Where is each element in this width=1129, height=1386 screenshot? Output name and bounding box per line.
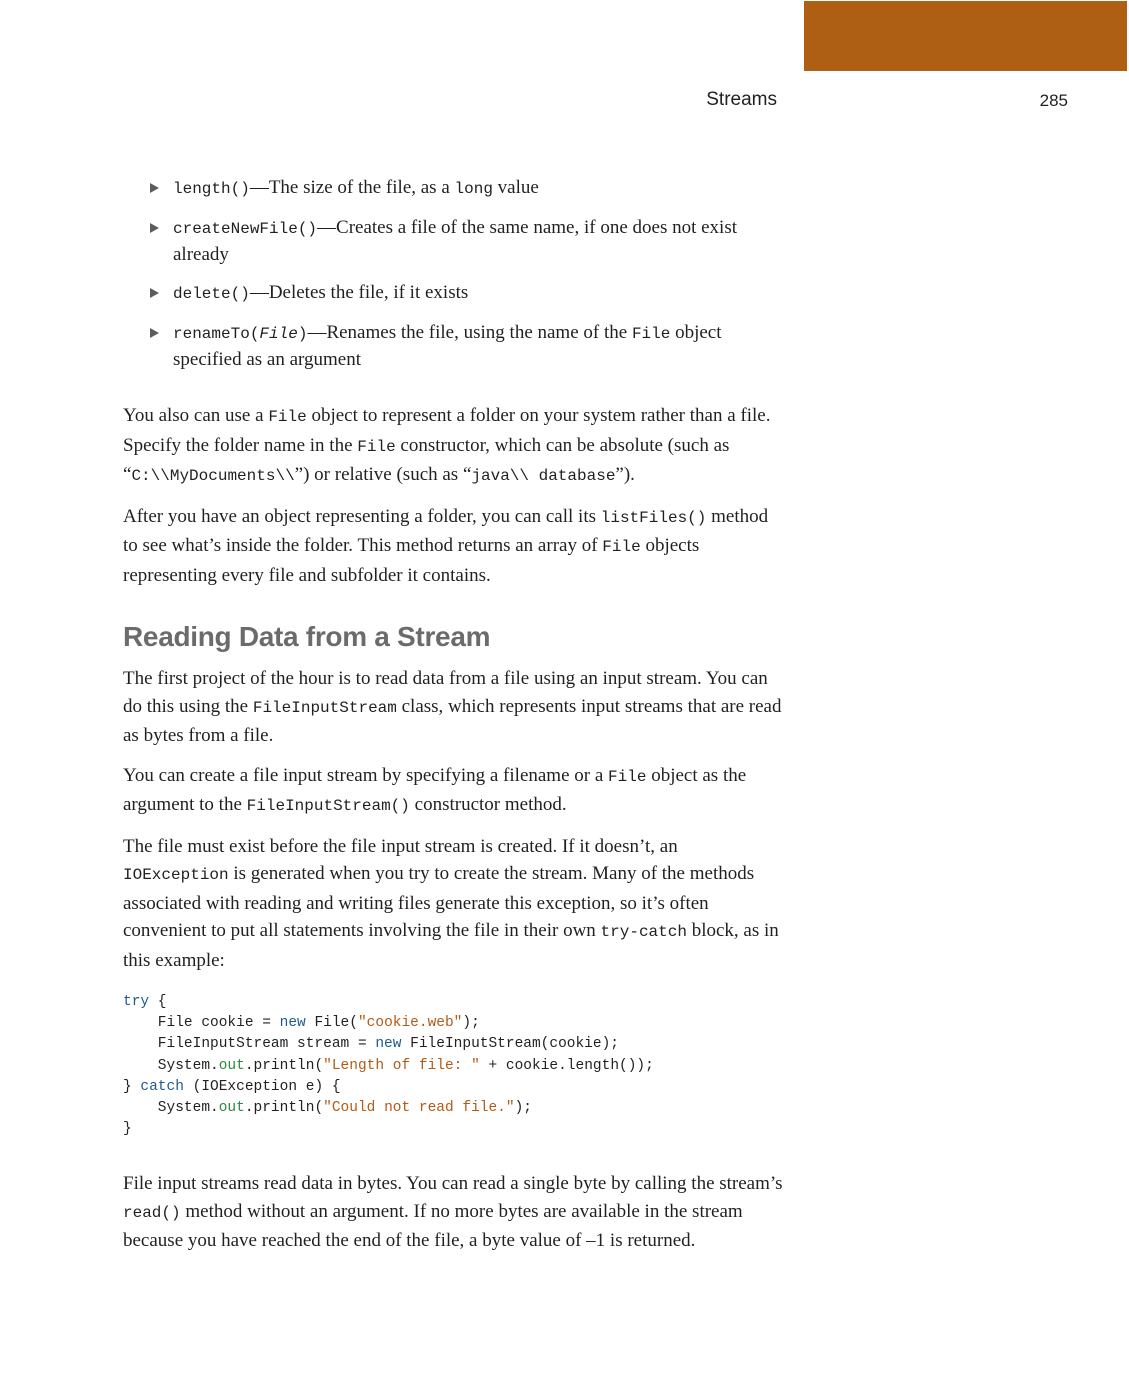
bullet-triangle-icon: [150, 328, 159, 338]
method-name: length(): [173, 180, 250, 198]
bullet-triangle-icon: [150, 183, 159, 193]
chapter-tab: [804, 1, 1127, 71]
paragraph-create-stream: You can create a file input stream by specifying a filename or a File object as the argument to the FileInputStream() constructor method.: [123, 764, 747, 815]
list-item: renameTo(File)—Renames the file, using the name of the File object specified as an argument: [123, 320, 783, 372]
page-body: [123, 175, 783, 1267]
section-heading: Reading Data from a Stream: [123, 621, 491, 652]
method-name: renameTo(: [173, 325, 260, 343]
paragraph-exception: The file must exist before the file input stream is created. If it doesn’t, an IOException is generated when you try to create the stream. Many of the methods associated with reading and writing files generate this exception, so it’s often convenient to put all statements involving the file in their own try-catch block, as in this example:: [123, 835, 779, 971]
paragraph-listfiles: After you have an object representing a folder, you can call its listFiles() method to see what’s inside the folder. This method returns an array of File objects representing every file and subfolder it contains.: [123, 505, 769, 586]
paragraph-first-project: The first project of the hour is to read data from a file using an input stream. You can do this using the FileInputStream class, which represents input streams that are read as bytes from a file.: [123, 668, 782, 746]
method-name: delete(): [173, 285, 250, 303]
page-number: 285: [1039, 91, 1068, 110]
method-list: [123, 175, 783, 372]
list-item: createNewFile()—Creates a file of the same name, if one does not exist already: [123, 215, 783, 267]
paragraph-folder: You also can use a File object to represent a folder on your system rather than a file. Specify the folder name in the File constructor, which can be absolute (such as “C:\\MyDocuments\\”) or relative (such as “java\\ database”).: [123, 405, 771, 485]
list-item: length()—The size of the file, as a long value: [123, 175, 783, 202]
bullet-triangle-icon: [150, 223, 159, 233]
code-listing: try { File cookie = new File("cookie.web"); FileInputStream stream = new FileInputStream(cookie); System.out.println("Length of file: " + cookie.length()); } catch (IOException e) { System.out.println("Could not read file."); }: [123, 994, 654, 1138]
method-name: createNewFile(): [173, 220, 318, 238]
list-item: delete()—Deletes the file, if it exists: [123, 280, 783, 307]
running-head: Streams: [706, 89, 777, 110]
paragraph-read: File input streams read data in bytes. You can read a single byte by calling the stream’s read() method without an argument. If no more bytes are available in the stream because you have reached the end of the file, a byte value of –1 is returned.: [123, 1173, 783, 1252]
bullet-triangle-icon: [150, 288, 159, 298]
